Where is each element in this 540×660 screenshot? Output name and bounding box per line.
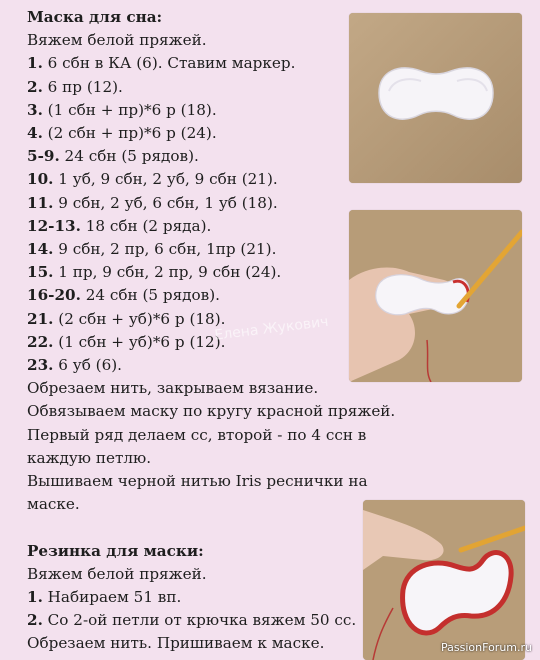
row-text: Набираем 51 вп.	[42, 588, 182, 607]
row-number: 10.	[27, 170, 54, 189]
row-number: 16-20.	[27, 286, 81, 305]
row-number: 1.	[27, 54, 43, 73]
row-number: 5-9.	[27, 147, 60, 166]
row-text: 6 пр (12).	[42, 77, 123, 96]
row-text: 9 сбн, 2 уб, 6 сбн, 1 уб (18).	[53, 193, 278, 212]
photo-mask-on-paper	[349, 13, 522, 183]
author-watermark: Елена Жукович	[213, 313, 330, 344]
row-text: 6 сбн в КА (6). Ставим маркер.	[42, 54, 296, 73]
row-text: 9 сбн, 2 пр, 6 сбн, 1пр (21).	[53, 240, 277, 259]
row-text: 24 сбн (5 рядов).	[80, 286, 220, 305]
row-text: (2 сбн + уб)*6 р (18).	[53, 309, 226, 328]
row-text: (2 сбн + пр)*6 р (24).	[42, 124, 217, 143]
paragraph-line: Первый ряд делаем сс, второй - по 4 ссн в	[27, 425, 367, 444]
row-number: 1.	[27, 588, 43, 607]
row-number: 2.	[27, 611, 43, 630]
row-text: 1 пр, 9 сбн, 2 пр, 9 сбн (24).	[53, 263, 282, 282]
row-text: (1 сбн + пр)*6 р (18).	[42, 100, 217, 119]
mask-photo-illustration	[349, 13, 522, 183]
row-number: 21.	[27, 309, 54, 328]
paragraph-line: Вышиваем черной нитью Iris реснички на	[27, 472, 368, 491]
row-number: 3.	[27, 100, 43, 119]
red-edge-illustration	[363, 500, 525, 660]
paragraph: Обвязываем маску по кругу красной пряжей.	[27, 402, 396, 421]
hand-hook-illustration	[349, 210, 522, 382]
row-number: 11.	[27, 193, 54, 212]
section1-title: Маска для сна:	[27, 8, 163, 26]
row-number: 12-13.	[27, 216, 81, 235]
row-text: 18 сбн (2 ряда).	[80, 216, 212, 235]
row-number: 23.	[27, 356, 54, 375]
row-number: 22.	[27, 332, 54, 351]
row-text: Со 2-ой петли от крючка вяжем 50 сс.	[42, 611, 357, 630]
site-watermark: PassionForum.ru	[441, 641, 532, 654]
row-text: 6 уб (6).	[53, 356, 123, 375]
section2-outro: Обрезаем нить. Пришиваем к маске.	[27, 634, 325, 653]
row-number: 4.	[27, 124, 43, 143]
row-number: 2.	[27, 77, 43, 96]
row-text: 24 сбн (5 рядов).	[59, 147, 199, 166]
row-text: (1 сбн + уб)*6 р (12).	[53, 332, 226, 351]
section2-intro: Вяжем белой пряжей.	[27, 564, 207, 583]
paragraph-line: каждую петлю.	[27, 448, 152, 467]
row-text: 1 уб, 9 сбн, 2 уб, 9 сбн (21).	[53, 170, 278, 189]
row-number: 15.	[27, 263, 54, 282]
section2-title: Резинка для маски:	[27, 541, 204, 560]
section1-intro: Вяжем белой пряжей.	[27, 31, 207, 50]
paragraph-line: маске.	[27, 495, 80, 514]
row-number: 14.	[27, 240, 54, 259]
photo-mask-red-edging	[363, 500, 525, 660]
photo-hand-with-hook	[349, 210, 522, 382]
paragraph: Обрезаем нить, закрываем вязание.	[27, 379, 319, 398]
